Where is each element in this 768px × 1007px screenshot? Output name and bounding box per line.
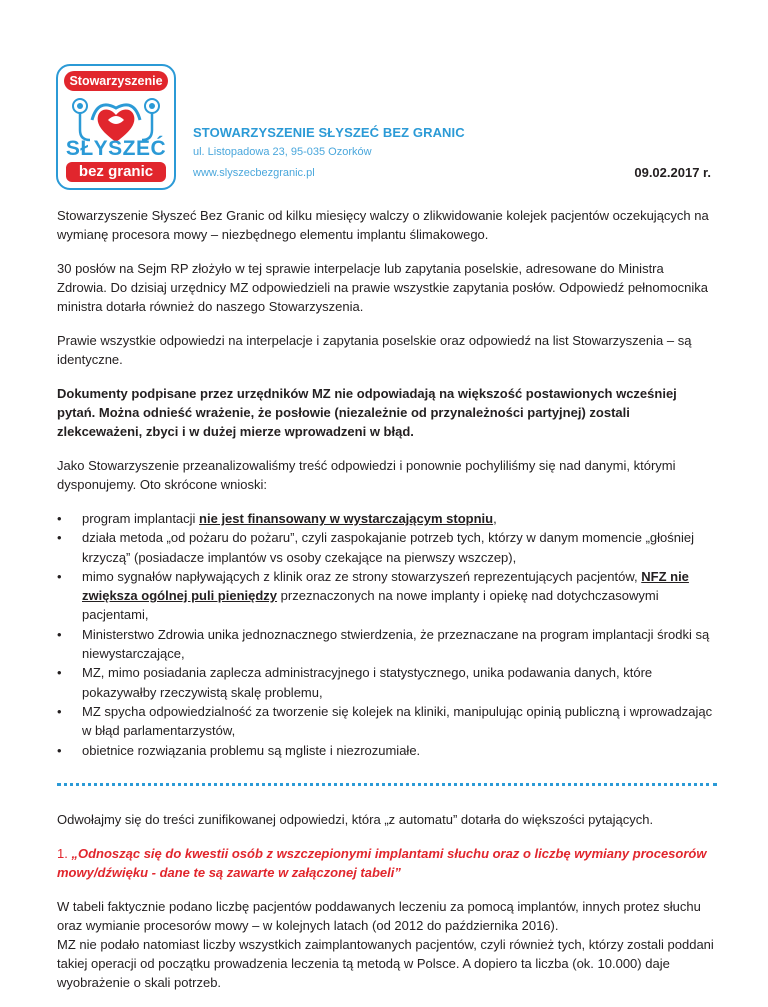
list-item-text: mimo sygnałów napływających z klinik oraz ze strony stowarzyszeń reprezentujących pacjentów, bbox=[82, 568, 642, 584]
organization-website-link[interactable]: www.slyszecbezgranic.pl bbox=[193, 167, 315, 179]
answer-paragraph-2: MZ nie podało natomiast liczby wszystkich zaimplantowanych pacjentów, czyli również tych, którzy zostali poddani takiej operacji od początku prowadzenia leczenia tą metodą w Polsce. A dopiero ta liczba (ok. 10.000) daje wyobrażenie o skali potrzeb. bbox=[57, 936, 714, 990]
list-item bbox=[57, 625, 717, 664]
quoted-question bbox=[57, 844, 717, 882]
organization-logo bbox=[56, 64, 176, 190]
dotted-divider bbox=[57, 783, 717, 786]
list-item-text: obietnice rozwiązania problemu są mgliste i niezrozumiałe. bbox=[82, 742, 421, 758]
bullet: • bbox=[57, 530, 62, 546]
list-item-emphasis: nie jest finansowany w wystarczającym stopniu bbox=[199, 511, 494, 526]
paragraph-3: Prawie wszystkie odpowiedzi na interpelacje i zapytania poselskie oraz odpowiedź na list Stowarzyszenia – są identyczne. bbox=[57, 333, 692, 367]
logo-top-label: Stowarzyszenie bbox=[64, 71, 168, 91]
bullet: • bbox=[57, 742, 62, 758]
list-item-text: przeznaczonych na nowe implanty i opiekę nad dotychczasowymi pacjentami, bbox=[82, 588, 659, 623]
organization-name: STOWARZYSZENIE SŁYSZEĆ BEZ GRANIC bbox=[193, 125, 465, 140]
bullet: • bbox=[57, 703, 62, 719]
list-item-text: , bbox=[493, 511, 497, 526]
paragraph-5: Jako Stowarzyszenie przeanalizowaliśmy treść odpowiedzi i ponownie pochyliliśmy się nad danymi, którymi dysponujemy. Oto skrócone wnioski: bbox=[57, 458, 676, 492]
list-item bbox=[57, 528, 717, 567]
list-item-text: program implantacji bbox=[82, 511, 200, 526]
bullet: • bbox=[57, 665, 62, 681]
list-item bbox=[57, 741, 717, 760]
bullet: • bbox=[57, 626, 62, 642]
list-item-emphasis: NFZ nie zwiększa ogólnej puli pieniędzy bbox=[82, 568, 689, 604]
organization-address: ul. Listopadowa 23, 95-035 Ozorków bbox=[193, 146, 372, 158]
paragraph-4-bold: Dokumenty podpisane przez urzędników MZ nie odpowiadają na większość postawionych wcześniej pytań. Można odnieść wrażenie, że posłowie (niezależnie od przynależności partyjnej) zostali zlekceważeni, zbyci i w dużej mierze wprowadzeni w błąd. bbox=[57, 386, 677, 439]
list-item-text: MZ spycha odpowiedzialność za tworzenie się kolejek na kliniki, manipulując opinią publiczną i wprowadzając w błąd parlamentarzystów, bbox=[82, 703, 713, 739]
list-item-text: Ministerstwo Zdrowia unika jednoznacznego stwierdzenia, że przeznaczane na program implantacji środki są niewystarczające, bbox=[82, 626, 710, 662]
question-number: 1. bbox=[57, 845, 68, 861]
list-item-text: MZ, mimo posiadania zaplecza administracyjnego i statystycznego, unika podawania danych, które pokazywałby rzeczywistą skalę problemu, bbox=[82, 665, 653, 700]
list-item bbox=[57, 663, 717, 702]
logo-main-text: SŁYSZEĆ bbox=[65, 137, 167, 160]
list-item-text: działa metoda „od pożaru do pożaru”, czyli zaspokajanie potrzeb tych, którzy w danym momencie „głośniej krzyczą” (posiadacze implantów vs osoby czekające na pierwszy wszczep), bbox=[82, 530, 695, 565]
paragraph-1: Stowarzyszenie Słyszeć Bez Granic od kilku miesięcy walczy o zlikwidowanie kolejek pacjentów oczekujących na wymianę procesora mowy – niezbędnego elementu implantu ślimakowego. bbox=[57, 208, 709, 242]
question-text: „Odnosząc się do kwestii osób z wszczepionymi implantami słuchu oraz o liczbę wymiany procesorów mowy/dźwięku - dane te są zawarte w załączonej tabeli” bbox=[57, 845, 707, 880]
paragraph-2: 30 posłów na Sejm RP złożyło w tej sprawie interpelacje lub zapytania poselskie, adresowane do Ministra Zdrowia. Do dzisiaj urzędnicy MZ odpowiedzieli na prawie wszystkie zapytania posłów. Odpowiedź pełnomocnika ministra dotarła również do naszego Stowarzyszenia. bbox=[57, 261, 709, 314]
conclusions-list bbox=[57, 509, 717, 760]
list-item bbox=[57, 702, 717, 741]
document-body bbox=[57, 206, 717, 1007]
list-item bbox=[57, 509, 717, 528]
list-item bbox=[57, 567, 717, 625]
answer-paragraph-1: W tabeli faktycznie podano liczbę pacjentów poddawanych leczeniu za pomocą implantów, innych protez słuchu oraz wymianie procesorów mowy – w kolejnych latach (od 2012 do października 2016). bbox=[57, 898, 701, 933]
bullet: • bbox=[57, 568, 62, 584]
bullet: • bbox=[57, 511, 62, 526]
document-date: 09.02.2017 r. bbox=[634, 165, 711, 180]
logo-bottom-label: bez granic bbox=[66, 162, 166, 182]
section-intro: Odwołajmy się do treści zunifikowanej odpowiedzi, która „z automatu” dotarła do większości pytających. bbox=[57, 811, 654, 827]
